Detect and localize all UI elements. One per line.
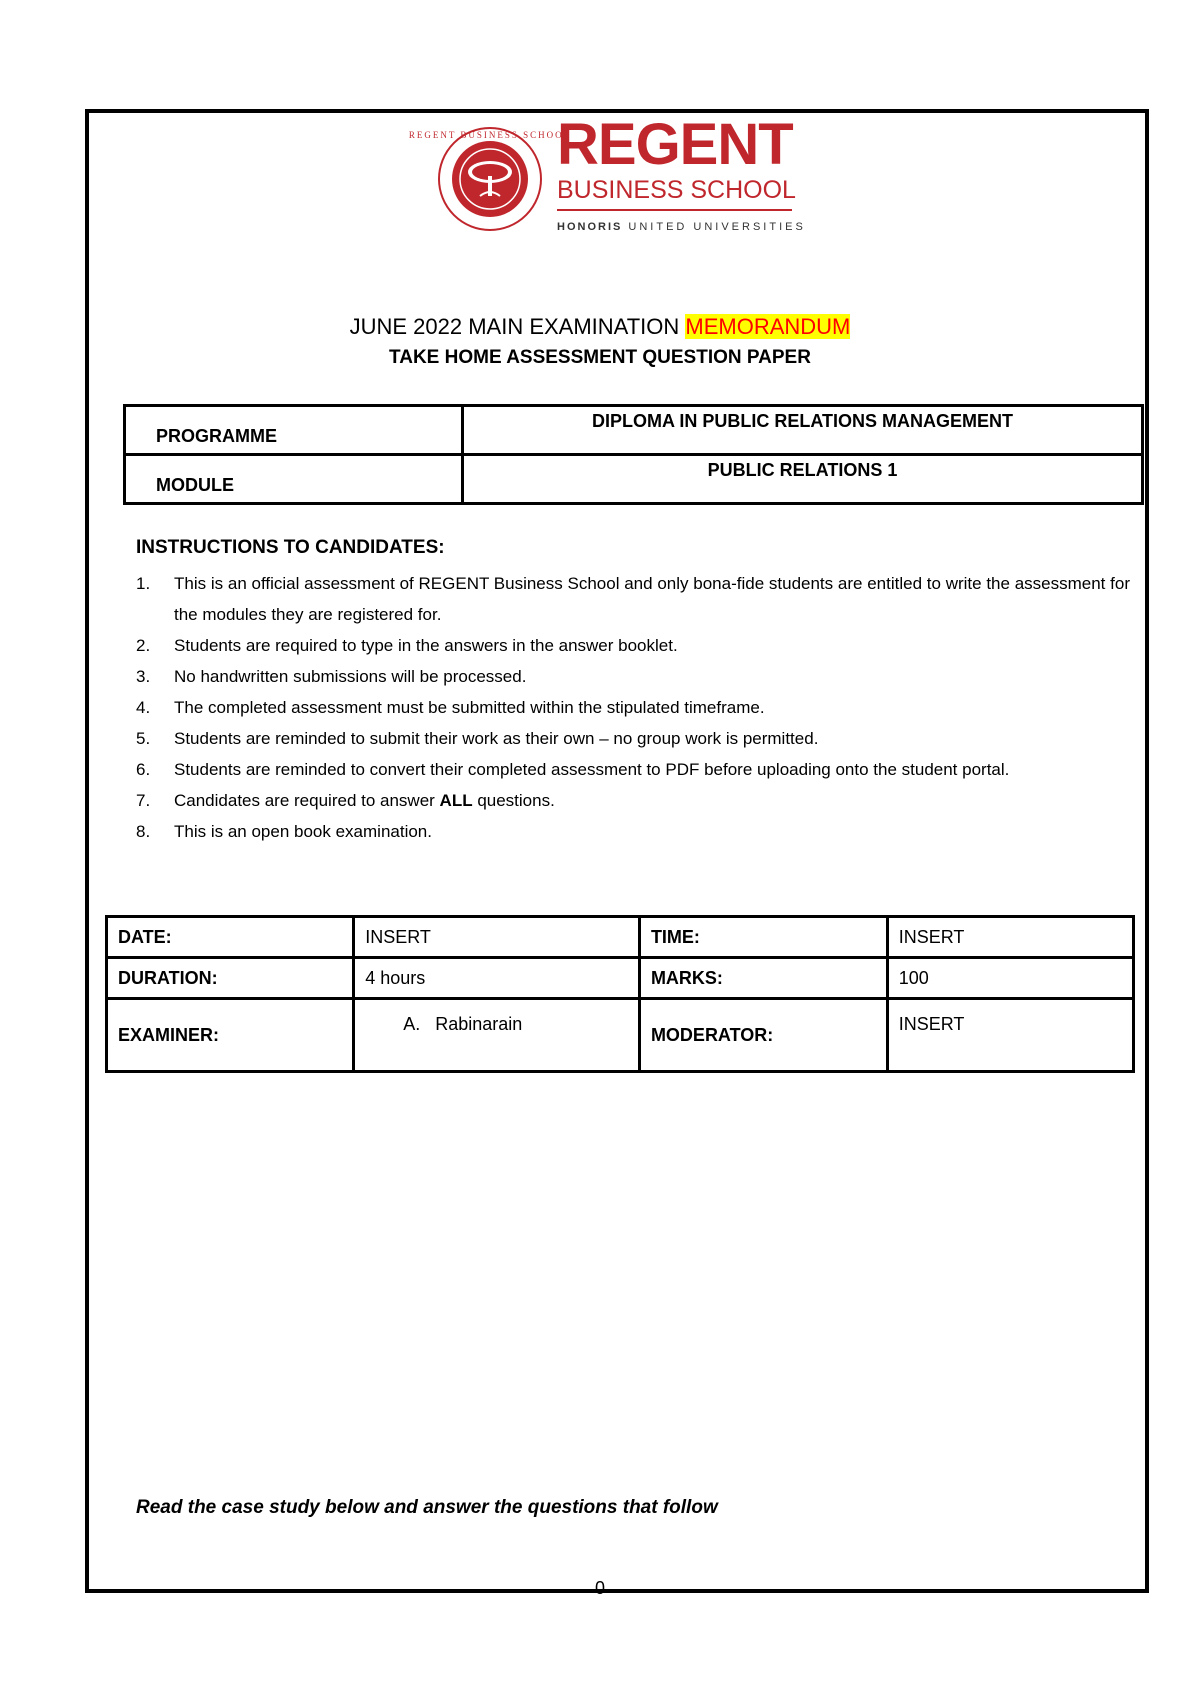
moderator-value: INSERT (887, 999, 1133, 1072)
list-item (136, 785, 1130, 816)
time-label: TIME: (639, 917, 887, 958)
item-text (174, 785, 1130, 816)
marks-label: MARKS: (639, 958, 887, 999)
duration-value: 4 hours (354, 958, 640, 999)
table-row (107, 999, 1134, 1072)
item-text: This is an open book examination. (174, 822, 432, 841)
logo-tag-rest: UNITED UNIVERSITIES (628, 221, 806, 233)
logo-divider (557, 209, 792, 211)
moderator-label: MODERATOR: (639, 999, 887, 1072)
item-number: 3. (136, 667, 151, 686)
exam-title-prefix: JUNE 2022 MAIN EXAMINATION (349, 314, 686, 339)
examiner-value: A. Rabinarain (354, 999, 640, 1072)
case-study-instruction: Read the case study below and answer the questions that follow (136, 1497, 718, 1518)
memorandum-highlight: MEMORANDUM (685, 314, 851, 339)
item-number: 2. (136, 636, 151, 655)
list-item (136, 568, 1130, 630)
marks-value: 100 (887, 958, 1133, 999)
item-text: This is an official assessment of REGENT Business School and only bona-fide students are entitled to write the assessment for the modules they are registered for. (174, 574, 1130, 624)
page-number: 0 (594, 1578, 605, 1598)
module-label: MODULE (125, 455, 463, 504)
list-item (136, 816, 1130, 847)
date-label: DATE: (107, 917, 354, 958)
logo-subtitle: BUSINESS SCHOOL (557, 176, 796, 204)
table-row (107, 958, 1134, 999)
programme-label: PROGRAMME (125, 406, 463, 455)
list-item (136, 754, 1130, 785)
table-row (125, 406, 1143, 455)
list-item (136, 630, 1130, 661)
item-text: No handwritten submissions will be processed. (174, 667, 527, 686)
item-number: 8. (136, 822, 151, 841)
list-item (136, 723, 1130, 754)
logo-name: REGENT (557, 112, 793, 177)
logo-tagline (557, 221, 806, 233)
item-text-bold: ALL (439, 791, 473, 810)
exam-title (0, 314, 1200, 340)
duration-label: DURATION: (107, 958, 354, 999)
item-text: Students are required to type in the answers in the answer booklet. (174, 636, 678, 655)
item-number: 7. (136, 791, 151, 810)
programme-value: DIPLOMA IN PUBLIC RELATIONS MANAGEMENT (463, 406, 1143, 455)
logo-tag-bold: HONORIS (557, 221, 623, 233)
regent-seal-logo (408, 126, 572, 232)
instructions-list (136, 568, 1130, 847)
instructions-heading: INSTRUCTIONS TO CANDIDATES: (136, 537, 445, 558)
list-item (136, 692, 1130, 723)
module-value: PUBLIC RELATIONS 1 (463, 455, 1143, 504)
item-number: 5. (136, 729, 151, 748)
examiner-label: EXAMINER: (107, 999, 354, 1072)
table-row (125, 455, 1143, 504)
table-row (107, 917, 1134, 958)
item-text: Students are reminded to convert their completed assessment to PDF before uploading onto the student portal. (174, 760, 1010, 779)
item-text-after: questions. (472, 791, 555, 810)
seal-text: REGENT BUSINESS SCHOOL (408, 130, 572, 140)
exam-details-table (105, 915, 1135, 1073)
date-value: INSERT (354, 917, 640, 958)
list-item (136, 661, 1130, 692)
item-number: 6. (136, 760, 151, 779)
item-text: Students are reminded to submit their work as their own – no group work is permitted. (174, 729, 819, 748)
item-number: 1. (136, 574, 151, 593)
item-number: 4. (136, 698, 151, 717)
time-value: INSERT (887, 917, 1133, 958)
exam-subtitle: TAKE HOME ASSESSMENT QUESTION PAPER (389, 347, 811, 368)
programme-table (123, 404, 1144, 505)
item-text-before: Candidates are required to answer (174, 791, 440, 810)
item-text: The completed assessment must be submitted within the stipulated timeframe. (174, 698, 765, 717)
